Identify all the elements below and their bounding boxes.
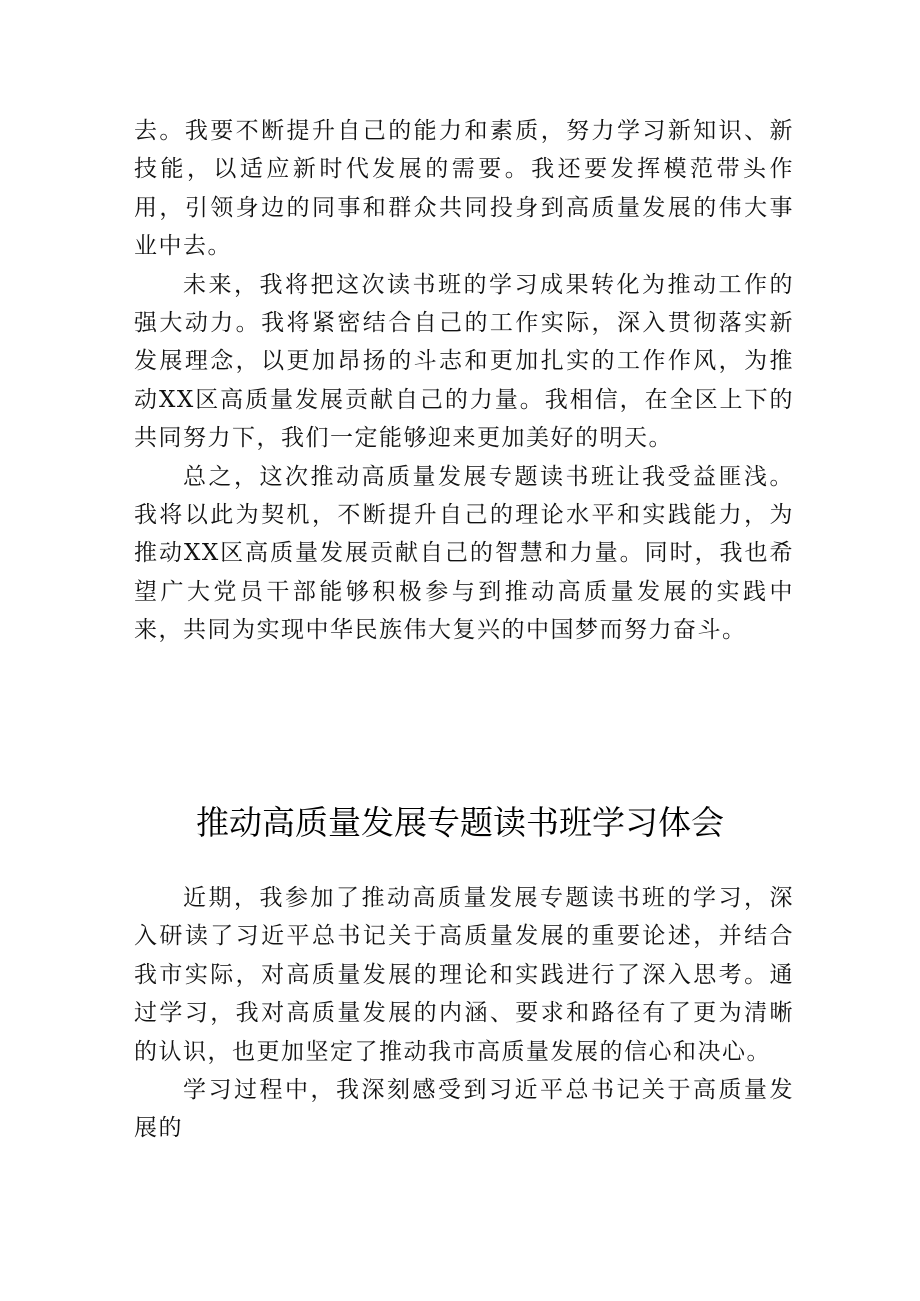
paragraph-learning-process: 学习过程中，我深刻感受到习近平总书记关于高质量发展的 bbox=[134, 1077, 794, 1142]
article-title: 推动高质量发展专题读书班学习体会 bbox=[196, 803, 724, 842]
paragraph-future-plans: 未来，我将把这次读书班的学习成果转化为推动工作的强大动力。我将紧密结合自己的工作实际，深入贯彻落实新发展理念，以更加昂扬的斗志和更加扎实的工作作风，为推动XX区高质量发展贡献自己的力量。我相信，在全区上下的共同努力下，我们一定能够迎来更加美好的明天。 bbox=[134, 271, 794, 452]
previous-article-continuation bbox=[134, 112, 794, 650]
paragraph-introduction: 近期，我参加了推动高质量发展专题读书班的学习，深入研读了习近平总书记关于高质量发展的重要论述，并结合我市实际，对高质量发展的理论和实践进行了深入思考。通过学习，我对高质量发展的内涵、要求和路径有了更为清晰的认识，也更加坚定了推动我市高质量发展的信心和决心。 bbox=[134, 885, 794, 1065]
paragraph-summary: 总之，这次推动高质量发展专题读书班让我受益匪浅。我将以此为契机，不断提升自己的理论水平和实践能力，为推动XX区高质量发展贡献自己的智慧和力量。同时，我也希望广大党员干部能够积极参与到推动高质量发展的实践中来，共同为实现中华民族伟大复兴的中国梦而努力奋斗。 bbox=[134, 463, 794, 644]
paragraph-closing-commitment: 去。我要不断提升自己的能力和素质，努力学习新知识、新技能，以适应新时代发展的需要。我还要发挥模范带头作用，引领身边的同事和群众共同投身到高质量发展的伟大事业中去。 bbox=[134, 118, 794, 260]
article-body bbox=[134, 879, 794, 1148]
